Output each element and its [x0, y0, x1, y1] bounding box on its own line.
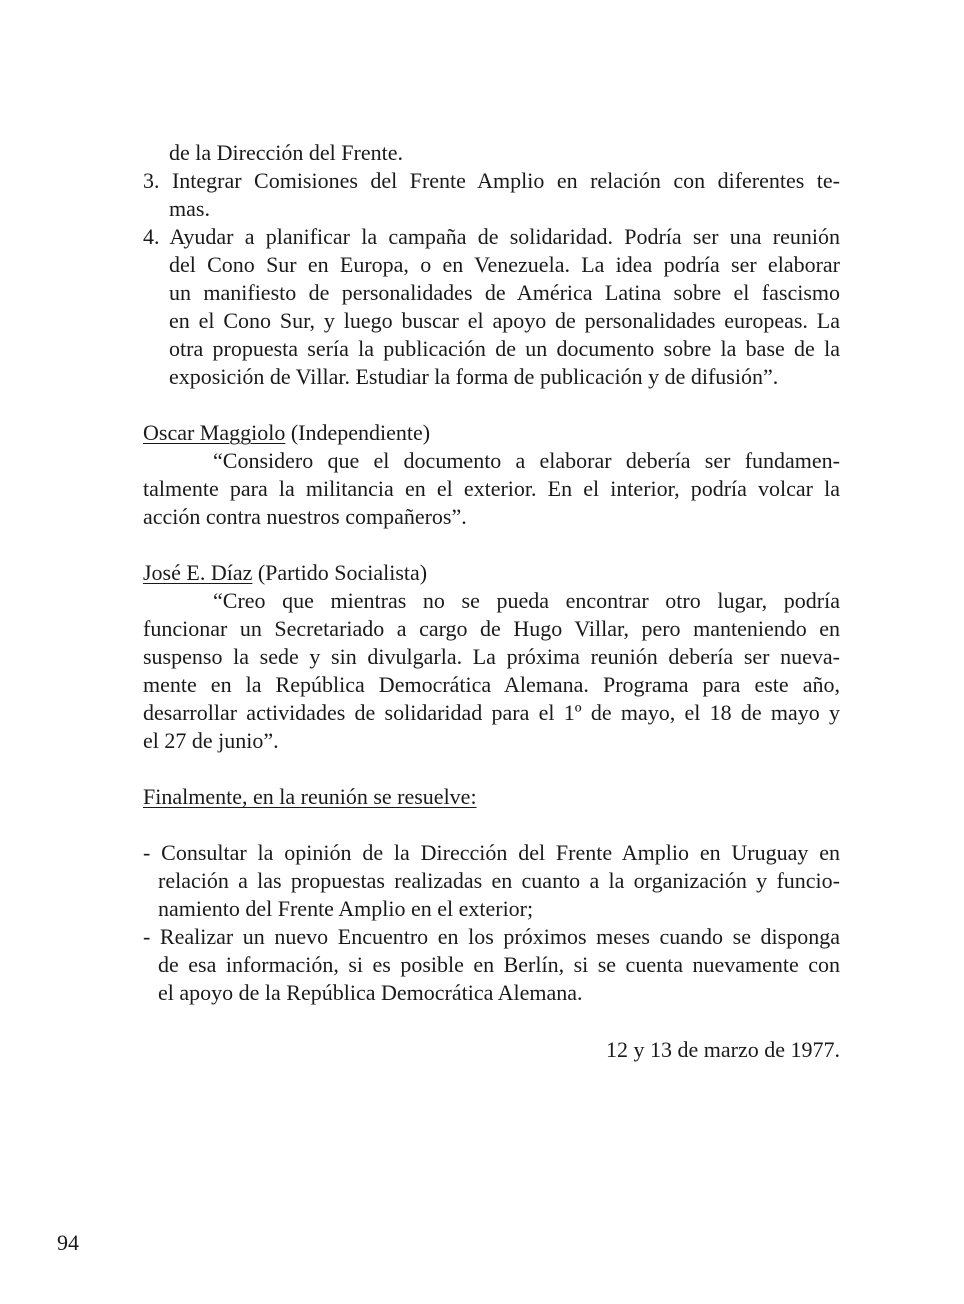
speaker-quote-line: “Creo que mientras no se pueda encontrar otro lugar, podría [213, 588, 840, 613]
resolution-item-line: - Realizar un nuevo Encuentro en los próximos meses cuando se disponga [143, 924, 840, 949]
date-block [143, 1036, 840, 1064]
list-item-4-line: un manifiesto de personalidades de América Latina sobre el fascismo [169, 280, 840, 305]
speaker-section [143, 559, 840, 755]
speaker-quote-line: “Considero que el documento a elaborar debería ser fundamen- [213, 448, 840, 473]
speaker-affiliation: (Independiente) [290, 420, 431, 445]
resolution-item-line: relación a las propuestas realizadas en cuanto a la organización y funcio- [158, 868, 840, 893]
numbered-list [143, 139, 840, 391]
speaker-heading [143, 559, 840, 587]
list-item-3-line: 3. Integrar Comisiones del Frente Amplio en relación con diferentes te- [143, 168, 840, 193]
resolution-item-line: - Consultar la opinión de la Dirección del Frente Amplio en Uruguay en [143, 840, 840, 865]
list-item-4-line: exposición de Villar. Estudiar la forma de publicación y de difusión”. [169, 364, 779, 389]
speaker-name: José E. Díaz [143, 560, 253, 585]
speaker-quote-line: suspenso la sede y sin divulgarla. La próxima reunión debería ser nueva- [143, 644, 840, 669]
speaker-quote-line: el 27 de junio”. [143, 728, 279, 753]
resolution-item-line: namiento del Frente Amplio en el exterior; [158, 896, 534, 921]
list-item-4-line: 4. Ayudar a planificar la campaña de solidaridad. Podría ser una reunión [143, 224, 840, 249]
page-number: 94 [57, 1230, 79, 1255]
date-line: 12 y 13 de marzo de 1977. [606, 1037, 840, 1062]
resolution-item-line: de esa información, si es posible en Berlín, si se cuenta nuevamente con [158, 952, 840, 977]
list-item-3-line: mas. [169, 196, 210, 221]
speaker-section [143, 419, 840, 531]
speaker-heading [143, 419, 840, 447]
resolution-item-line: el apoyo de la República Democrática Alemana. [158, 980, 583, 1005]
speaker-quote-line: desarrollar actividades de solidaridad para el 1º de mayo, el 18 de mayo y [143, 700, 840, 725]
speaker-quote-line: mente en la República Democrática Alemana. Programa para este año, [143, 672, 840, 697]
speaker-quote-line: acción contra nuestros compañeros”. [143, 504, 467, 529]
speaker-quote-line: talmente para la militancia en el exterior. En el interior, podría volcar la [143, 476, 840, 501]
list-item-2-tail: de la Dirección del Frente. [169, 140, 403, 165]
resolution-heading-block [143, 783, 840, 811]
list-item-4-line: del Cono Sur en Europa, o en Venezuela. La idea podría ser elaborar [169, 252, 840, 277]
list-item-4-line: otra propuesta sería la publicación de un documento sobre la base de la [169, 336, 840, 361]
list-item-4-line: en el Cono Sur, y luego buscar el apoyo de personalidades europeas. La [169, 308, 840, 333]
speaker-affiliation: (Partido Socialista) [257, 560, 428, 585]
resolution-heading: Finalmente, en la reunión se resuelve: [143, 784, 477, 809]
speaker-quote-line: funcionar un Secretariado a cargo de Hugo Villar, pero manteniendo en [143, 616, 840, 641]
speaker-name: Oscar Maggiolo [143, 420, 286, 445]
resolution-list [143, 839, 840, 1007]
